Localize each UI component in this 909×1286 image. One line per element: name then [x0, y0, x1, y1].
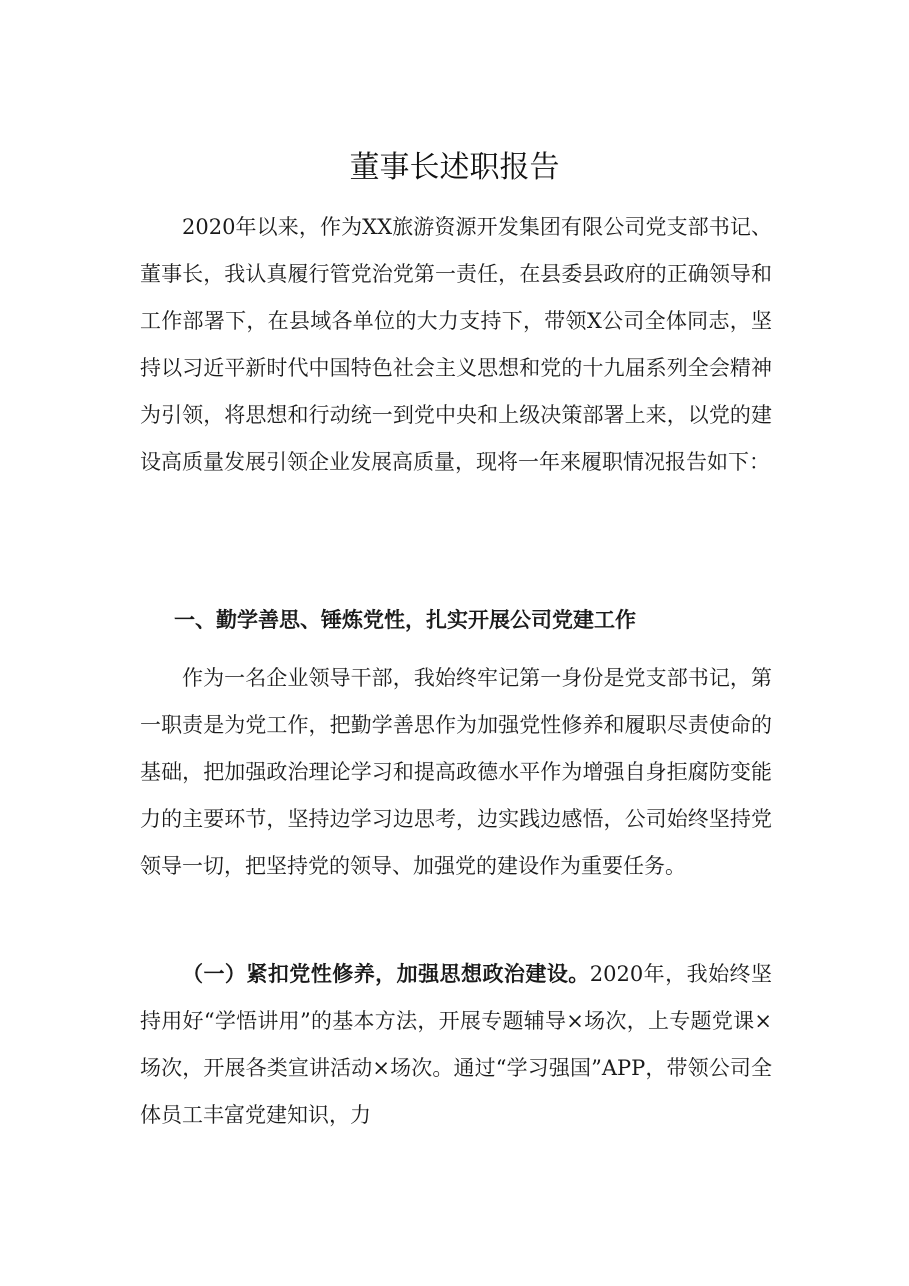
document-title: 董事长述职报告 — [349, 150, 560, 185]
section-heading: 一、勤学善思、锤炼党性，扎实开展公司党建工作 — [174, 608, 636, 632]
subsection-paragraph — [140, 951, 772, 1139]
subsection-lead: （一）紧扣党性修养，加强思想政治建设。 — [182, 962, 590, 986]
section-paragraph: 作为一名企业领导干部，我始终牢记第一身份是党支部书记，第一职责是为党工作，把勤学善思作为加强党性修养和履职尽责使命的基础，把加强政治理论学习和提高政德水平作为增强自身拒腐防变能力的主要环节，坚持边学习边思考，边实践边感悟，公司始终坚持党领导一切，把坚持党的领导、加强党的建设作为重要任务。 — [140, 666, 772, 878]
subsection-text: 2020年，我始终坚持用好“学悟讲用”的基本方法，开展专题辅导×场次，上专题党课×场次，开展各类宣讲活动×场次。通过“学习强国”APP，带领公司全体员工丰富党建知识，力 — [140, 962, 772, 1127]
intro-paragraph: 2020年以来，作为XX旅游资源开发集团有限公司党支部书记、董事长，我认真履行管党治党第一责任，在县委县政府的正确领导和工作部署下，在县域各单位的大力支持下，带领X公司全体同志，坚持以习近平新时代中国特色社会主义思想和党的十九届系列全会精神为引领，将思想和行动统一到党中央和上级决策部署上来，以党的建设高质量发展引领企业发展高质量，现将一年来履职情况报告如下： — [140, 215, 772, 474]
